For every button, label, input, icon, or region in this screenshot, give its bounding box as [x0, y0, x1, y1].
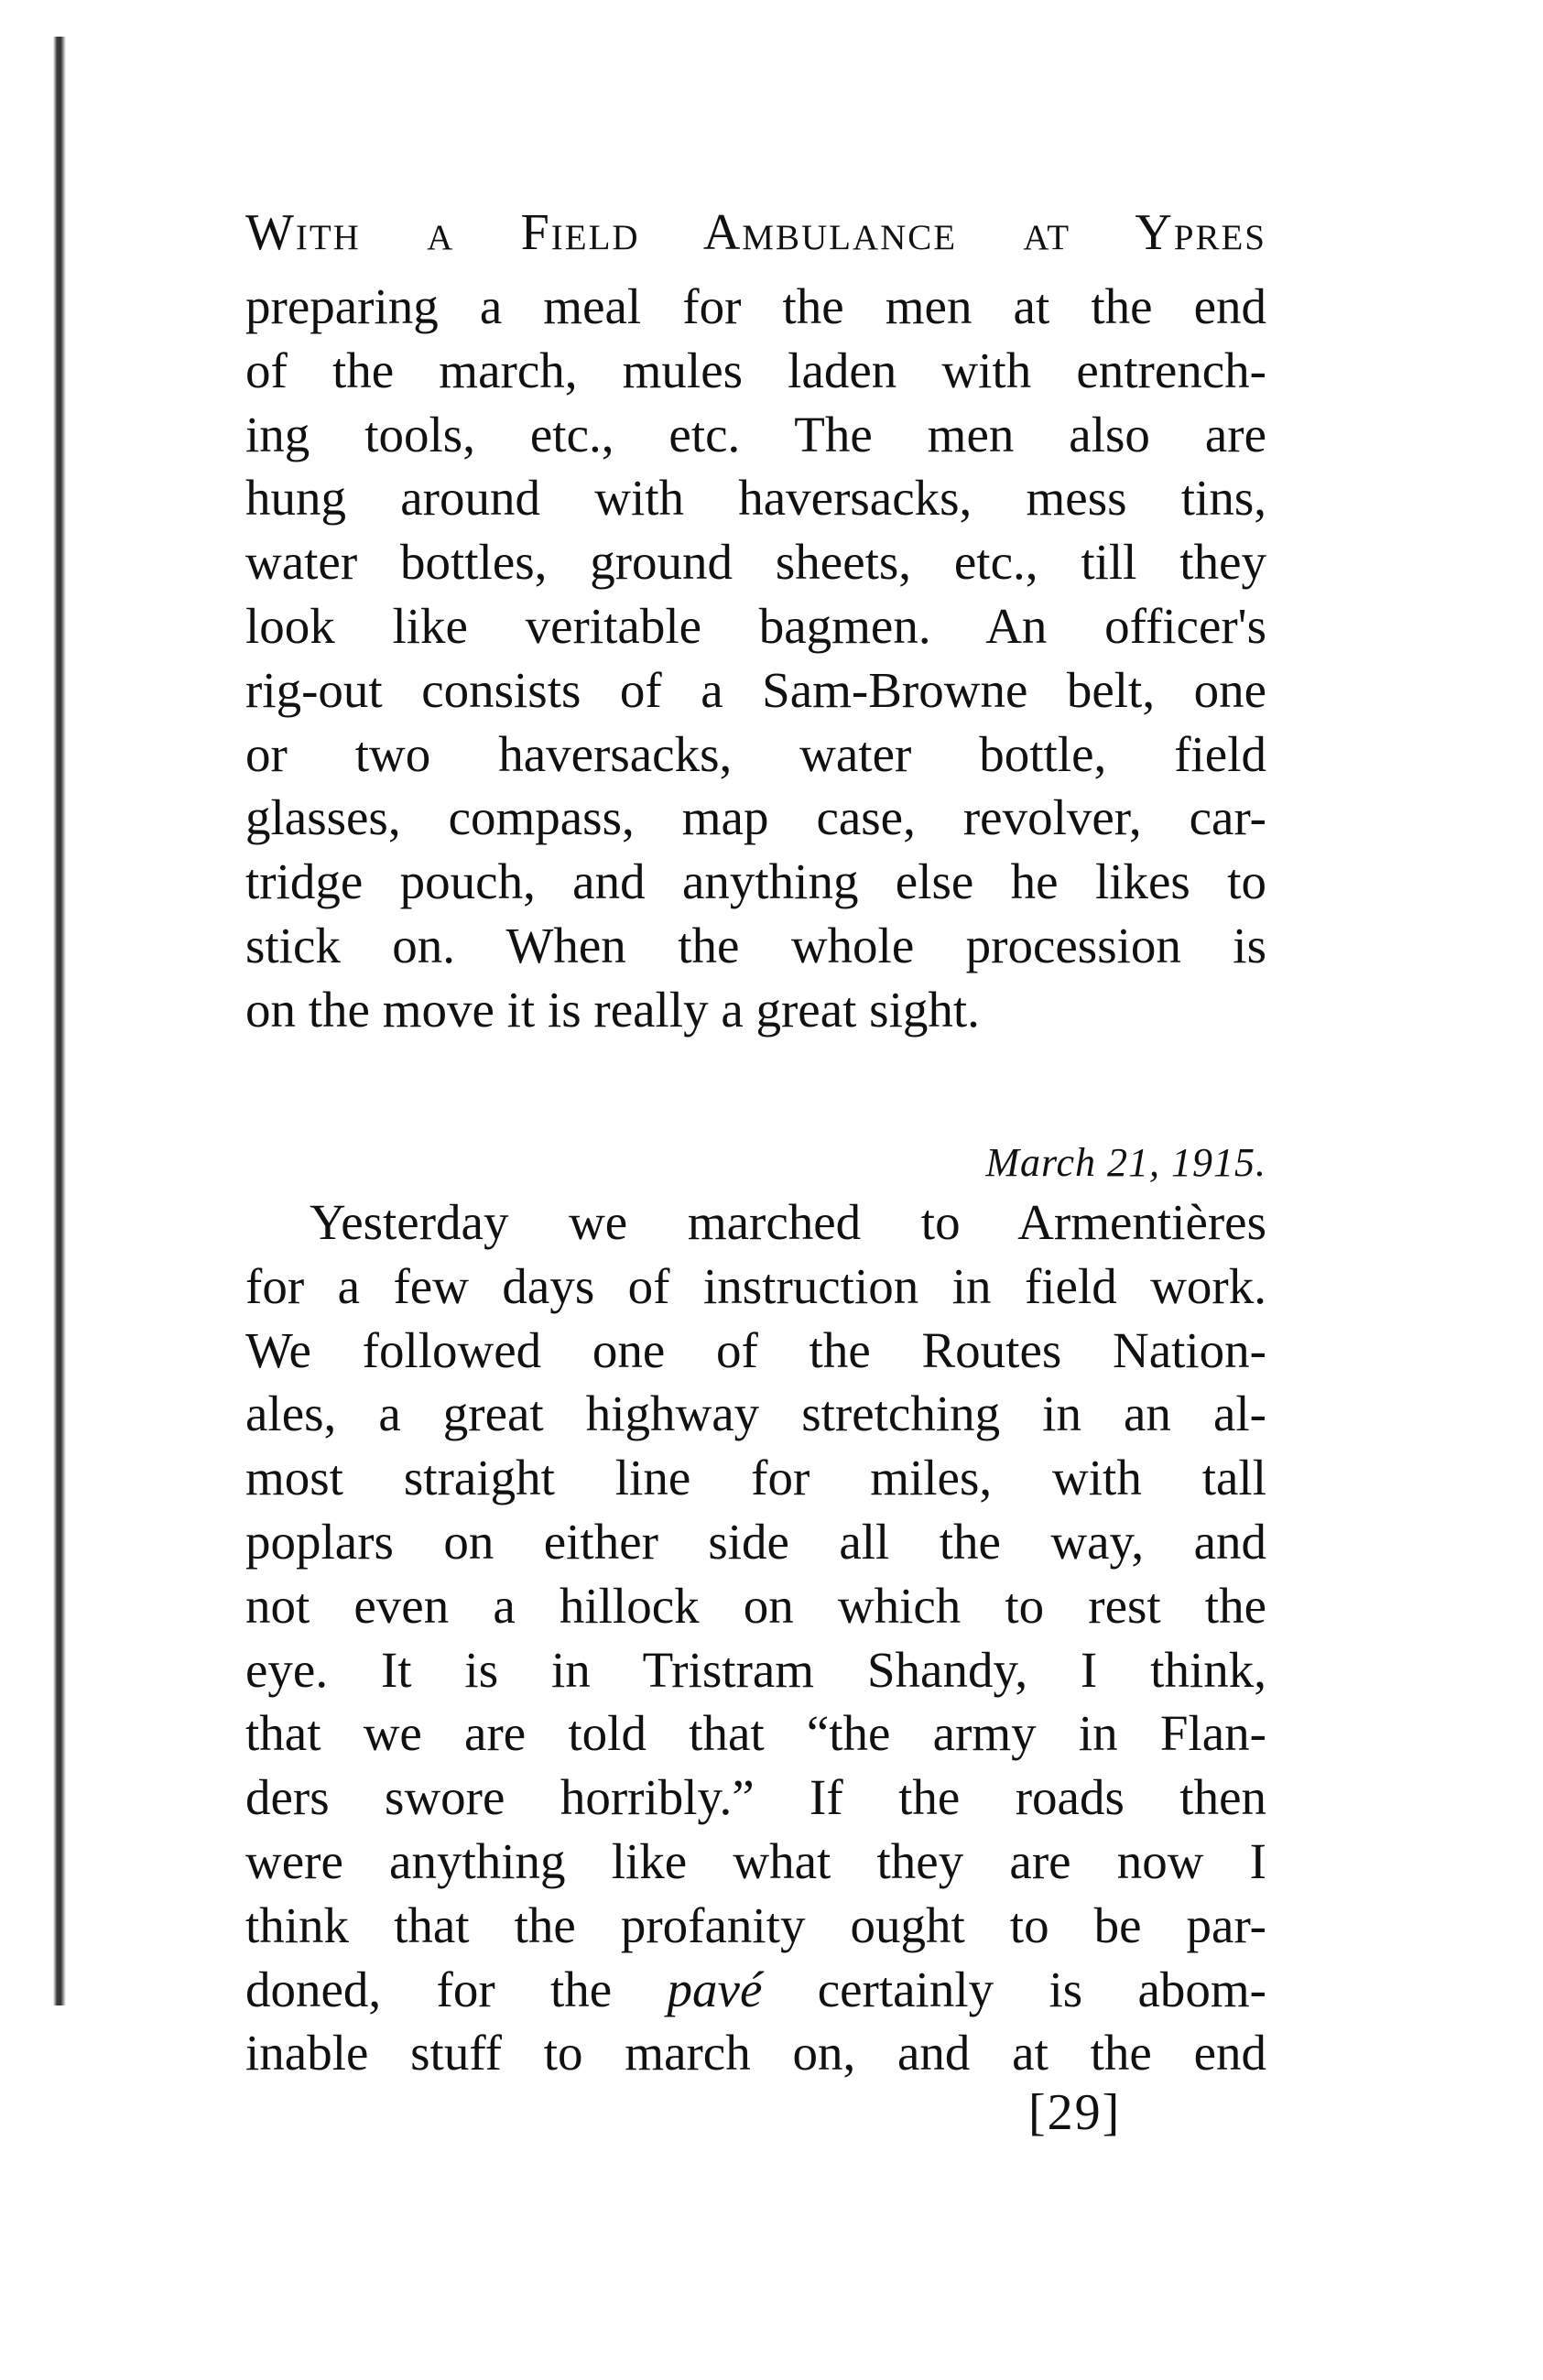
text-line: eye. It is in Tristram Shandy, I think,: [245, 1641, 1266, 1698]
text-line: Yesterday we marched to Armentières: [310, 1194, 1266, 1250]
text-segment: doned, for the: [245, 1961, 668, 2017]
text-line: tridge pouch, and anything else he likes to: [245, 853, 1266, 910]
text-line: that we are told that “the army in Flan-: [245, 1705, 1266, 1762]
text-line: glasses, compass, map case, revolver, car-: [245, 789, 1266, 846]
text-line: water bottles, ground sheets, etc., till they: [245, 534, 1266, 591]
text-line: of the march, mules laden with entrench-: [245, 342, 1266, 398]
text-line: think that the profanity ought to be par-: [245, 1896, 1266, 1953]
text-line: We followed one of the Routes Nation-: [245, 1321, 1266, 1378]
text-line: stick on. When the whole procession is: [245, 917, 1266, 973]
text-line: most straight line for miles, with tall: [245, 1450, 1266, 1506]
text-line: or two haversacks, water bottle, field: [245, 725, 1266, 782]
running-head: With a Field Ambulance at Ypres: [245, 204, 1266, 261]
binding-edge: [53, 37, 66, 2005]
text-line: on the move it is really a great sight.: [245, 981, 980, 1038]
text-line-with-italic: [245, 1958, 1266, 2022]
text-line: ales, a great highway stretching in an al-: [245, 1386, 1266, 1442]
italic-word: pavé: [667, 1961, 763, 2017]
text-line: rig-out consists of a Sam-Browne belt, one: [245, 661, 1266, 718]
text-line: look like veritable bagmen. An officer's: [245, 597, 1266, 654]
text-segment: certainly is abom-: [762, 1961, 1266, 2017]
paragraph-2: [245, 1190, 1266, 2085]
page-number: [29]: [1028, 2084, 1122, 2141]
text-line: not even a hillock on which to rest the: [245, 1577, 1266, 1634]
text-line: inable stuff to march on, and at the end: [245, 2025, 1266, 2081]
paragraph-1: [245, 275, 1266, 1042]
text-line: hung around with haversacks, mess tins,: [245, 470, 1266, 527]
text-line: ders swore horribly.” If the roads then: [245, 1769, 1266, 1826]
text-line: for a few days of instruction in field work.: [245, 1257, 1266, 1314]
text-line: were anything like what they are now I: [245, 1832, 1266, 1889]
text-line: poplars on either side all the way, and: [245, 1513, 1266, 1570]
text-line: ing tools, etc., etc. The men also are: [245, 406, 1266, 462]
entry-date: March 21, 1915.: [985, 1140, 1266, 1185]
text-line: preparing a meal for the men at the end: [245, 278, 1266, 334]
book-page: [245, 183, 1266, 2244]
